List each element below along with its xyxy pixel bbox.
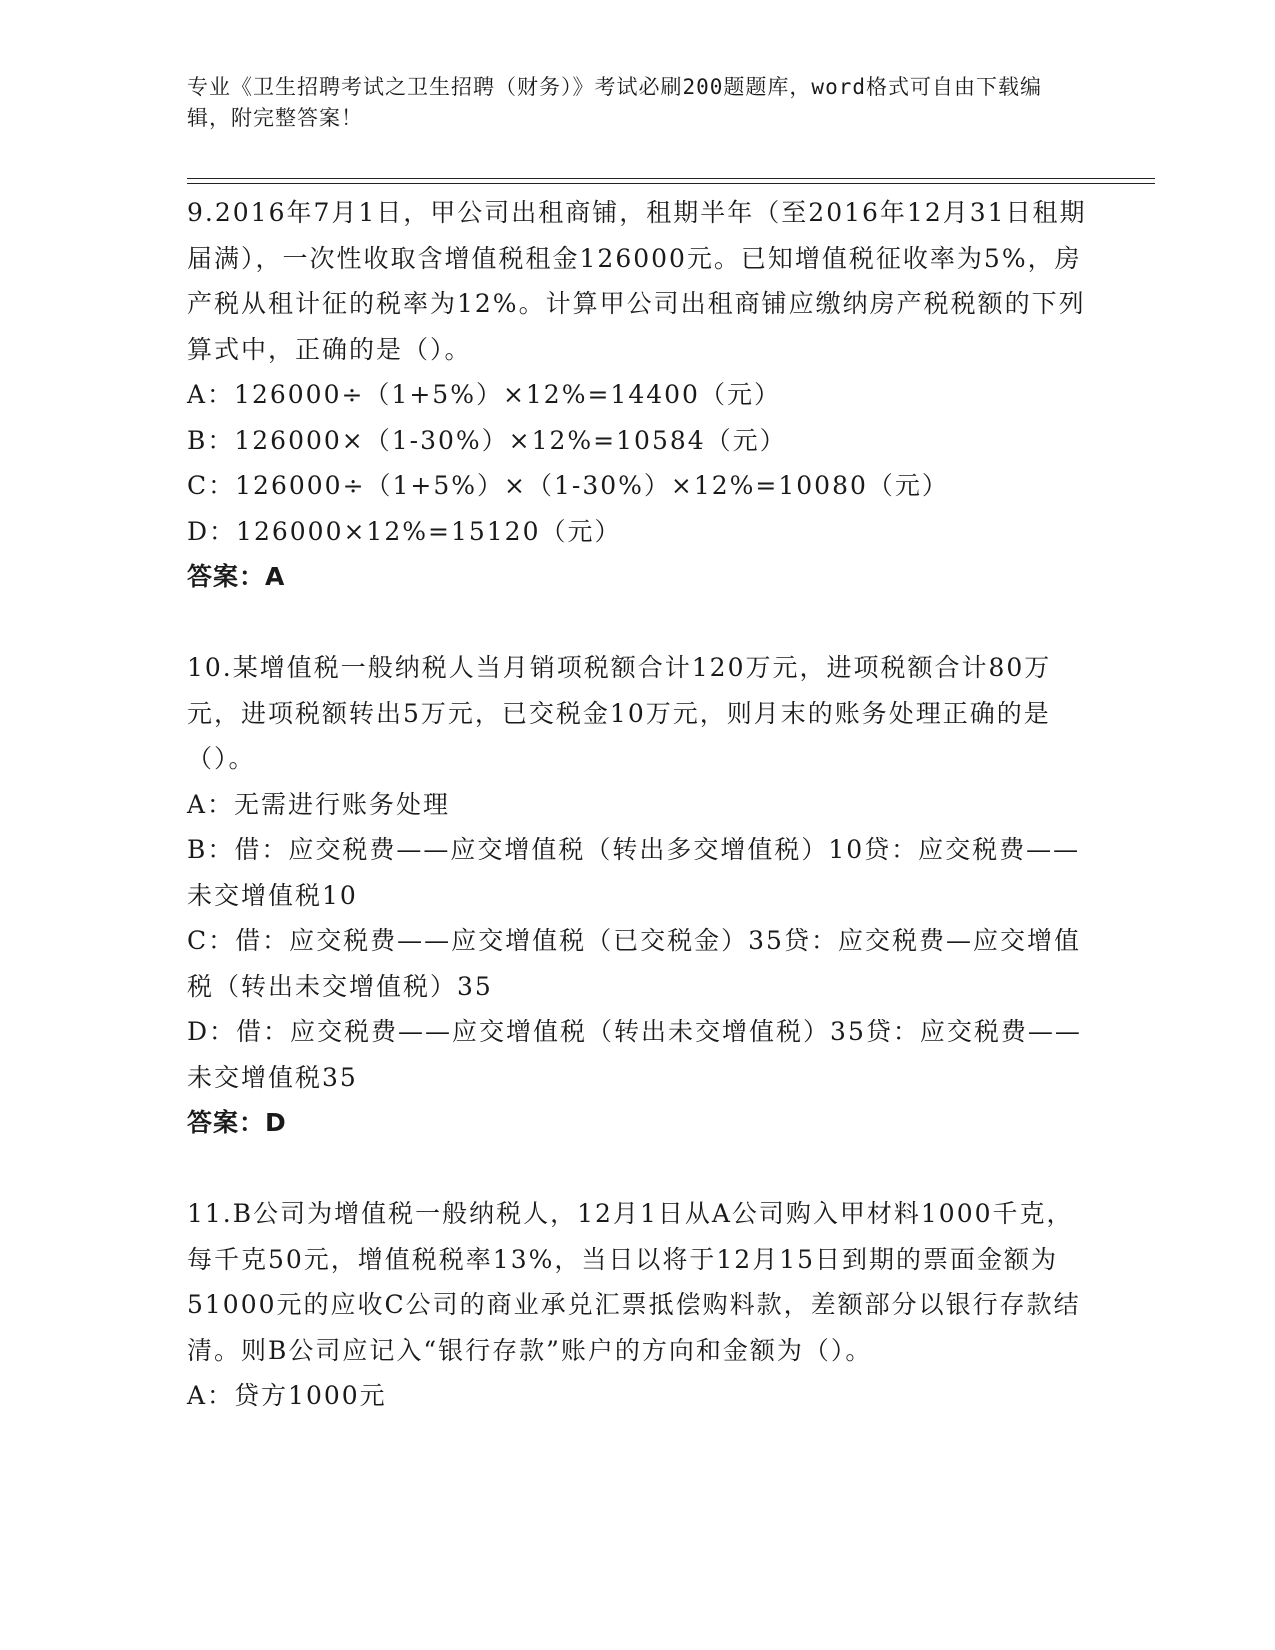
question-spacer	[187, 600, 1087, 646]
question-10	[187, 645, 1087, 1146]
option-c: C：126000÷（1+5%）×（1-30%）×12%=10080（元）	[187, 471, 949, 500]
option-a: A：贷方1000元	[187, 1381, 387, 1410]
question-9	[187, 190, 1087, 600]
option-b: B：借：应交税费——应交增值税（转出多交增值税）10贷：应交税费——未交增值税10	[187, 835, 1081, 910]
document-body	[187, 190, 1087, 1419]
answer: 答案：D	[187, 1108, 287, 1137]
header-title: 专业《卫生招聘考试之卫生招聘（财务）》考试必刷200题题库，word格式可自由下载编辑，附完整答案！	[187, 75, 1042, 130]
document-header	[187, 72, 1067, 134]
option-c: C：借：应交税费——应交增值税（已交税金）35贷：应交税费—应交增值税（转出未交增值税）35	[187, 926, 1081, 1001]
question-stem: 11.B公司为增值税一般纳税人，12月1日从A公司购入甲材料1000千克，每千克50元，增值税税率13%，当日以将于12月15日到期的票面金额为51000元的应收C公司的商业承兑汇票抵偿购料款，差额部分以银行存款结清。则B公司应记入“银行存款”账户的方向和金额为（）。	[187, 1199, 1081, 1365]
question-11	[187, 1191, 1087, 1419]
option-b: B：126000×（1-30%）×12%=10584（元）	[187, 425, 787, 455]
header-rule-top	[187, 178, 1155, 179]
question-spacer	[187, 1146, 1087, 1192]
question-stem: 9.2016年7月1日，甲公司出租商铺，租期半年（至2016年12月31日租期届满），一次性收取含增值税租金126000元。已知增值税征收率为5%，房产税从租计征的税率为12%。计算甲公司出租商铺应缴纳房产税税额的下列算式中，正确的是（）。	[187, 198, 1087, 364]
option-a: A：无需进行账务处理	[187, 789, 451, 819]
header-rule-bottom	[187, 183, 1155, 184]
option-d: D：借：应交税费——应交增值税（转出未交增值税）35贷：应交税费——未交增值税35	[187, 1017, 1082, 1092]
answer: 答案：A	[187, 562, 286, 591]
question-stem: 10.某增值税一般纳税人当月销项税额合计120万元，进项税额合计80万元，进项税额转出5万元，已交税金10万元，则月末的账务处理正确的是（）。	[187, 653, 1052, 773]
option-d: D：126000×12%=15120（元）	[187, 516, 622, 546]
option-a: A：126000÷（1+5%）×12%=14400（元）	[187, 380, 781, 409]
